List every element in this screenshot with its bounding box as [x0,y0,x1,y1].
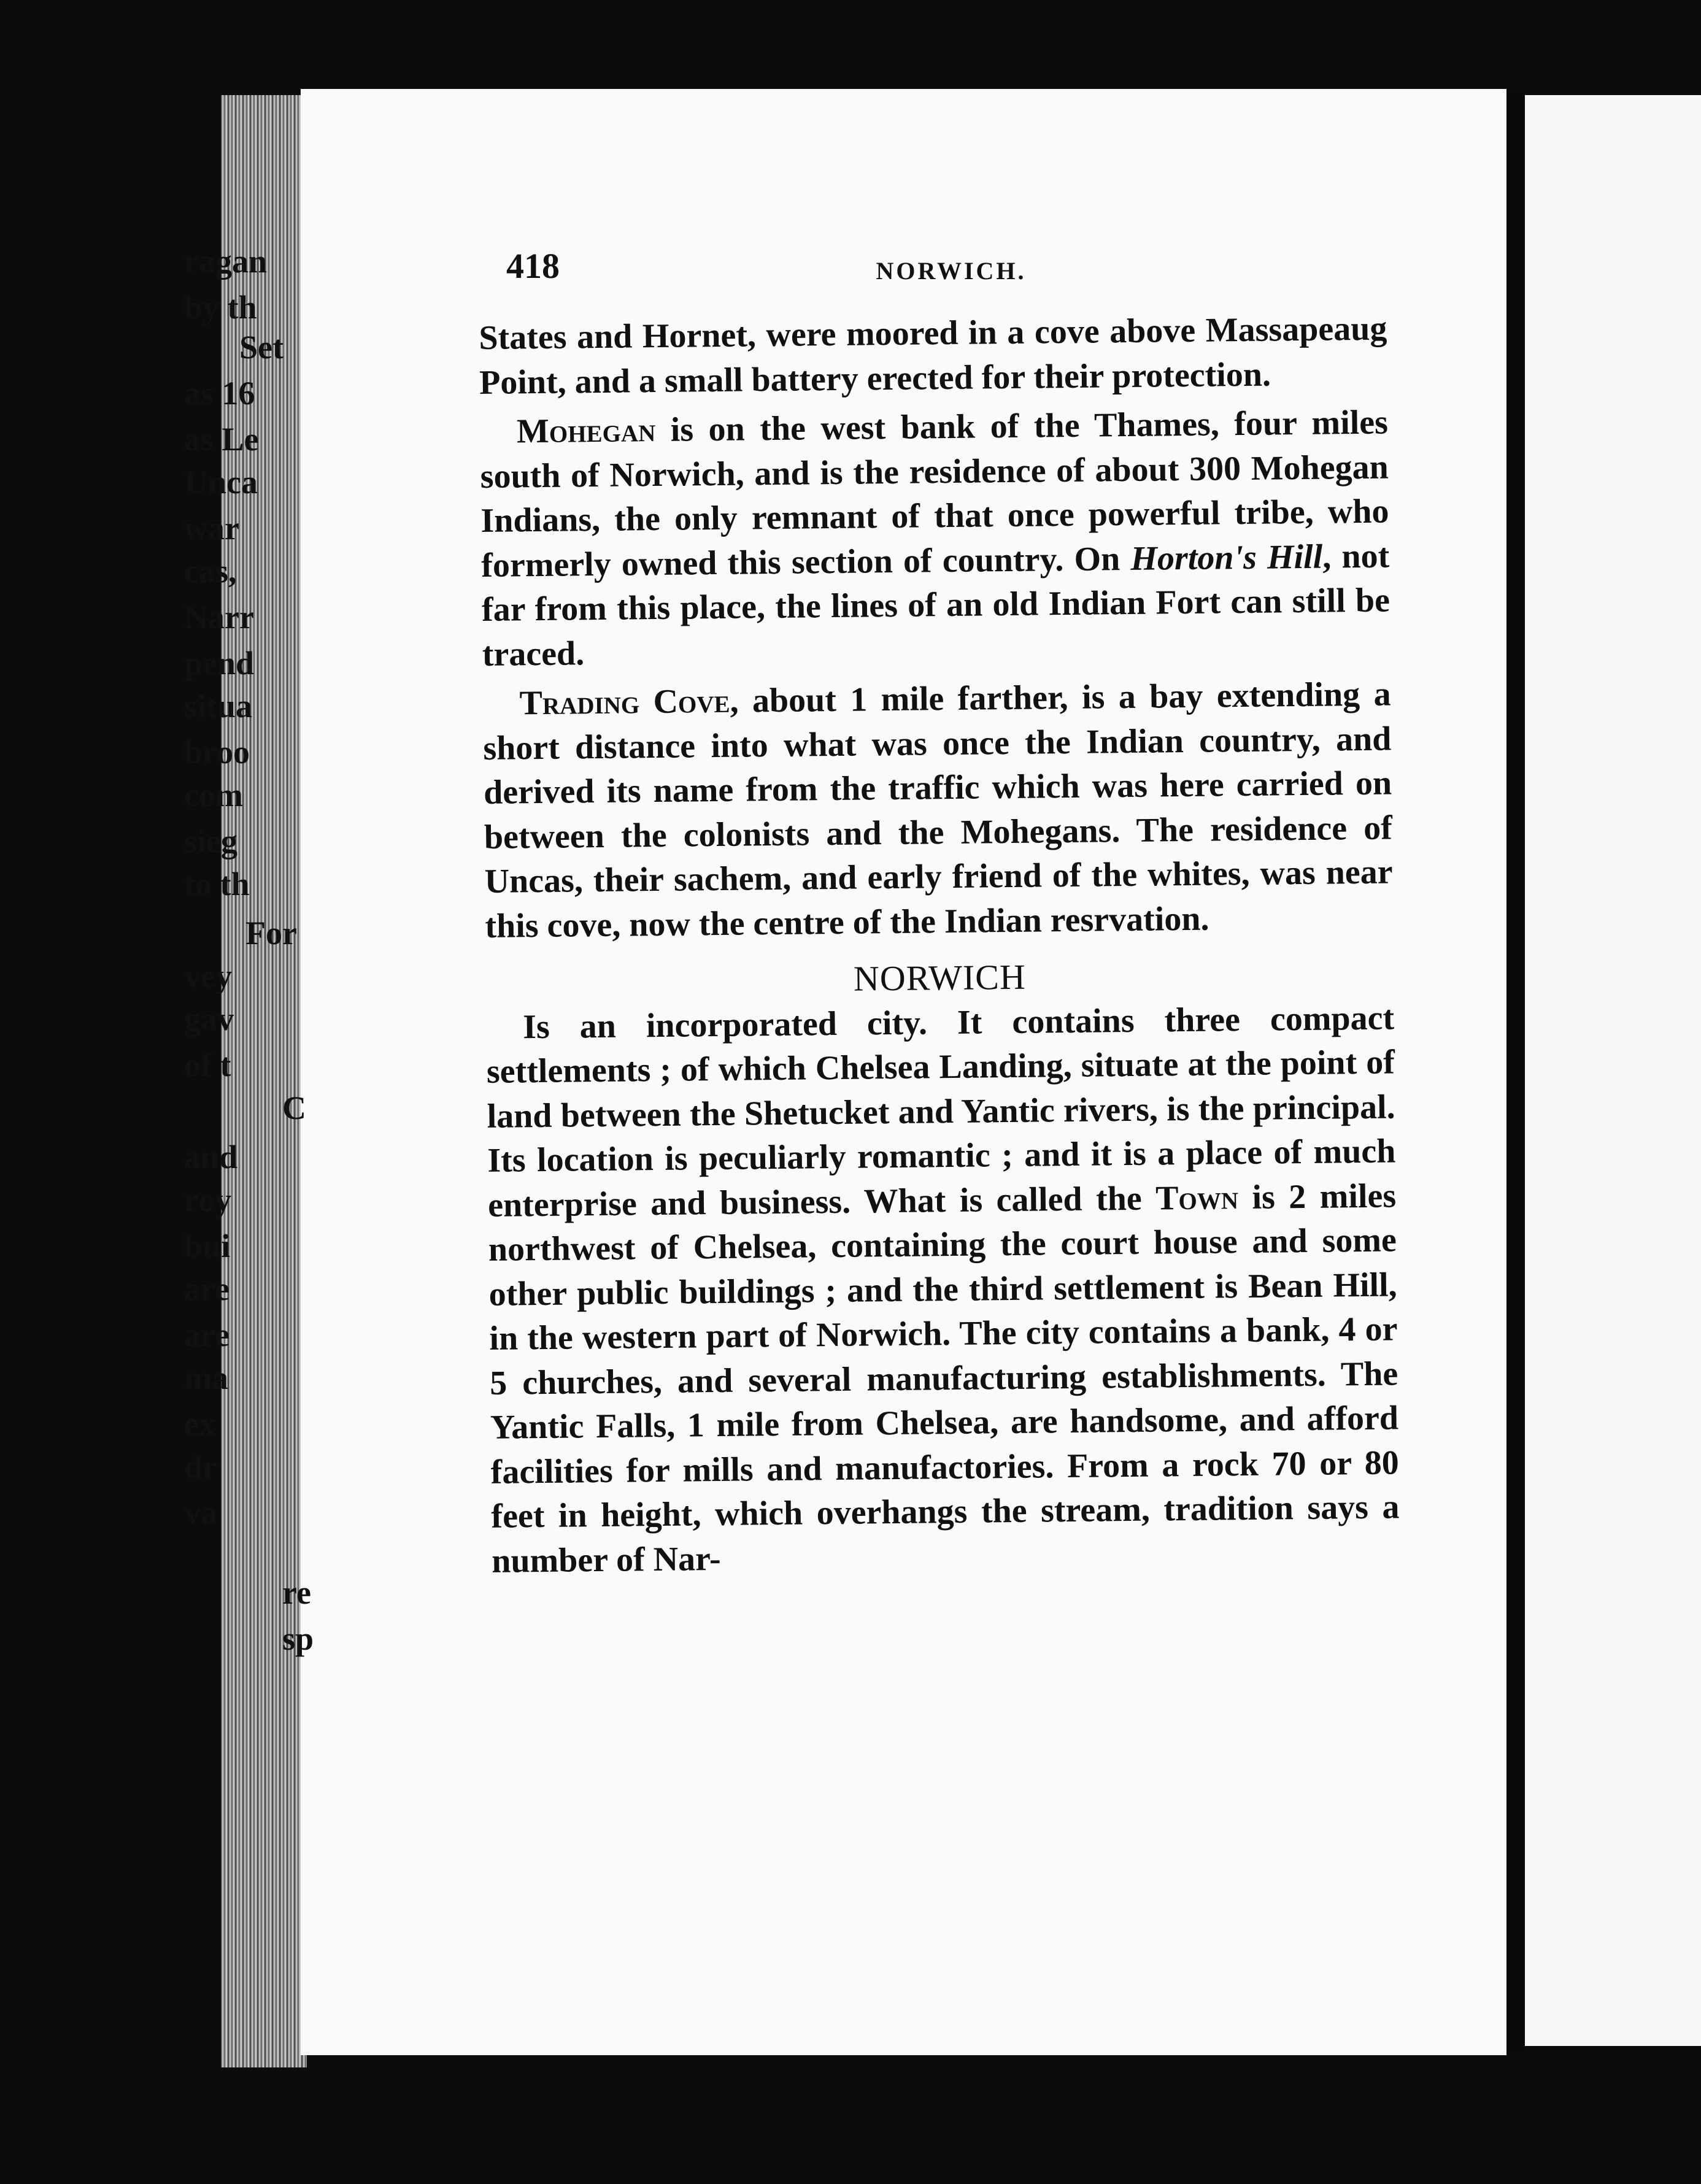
section-heading: NORWICH [853,956,1027,999]
right-page-line: to th [184,866,250,902]
norwich-text-2: is 2 miles northwest of Chelsea, containing the court house and some other public buildings ; and the third settlement is Bean Hill, in the western part of Norwich. The city contains a bank, 4 or 5 churches, and several manufacturing establishments. The Yantic Falls, 1 mile from Chelsea, are handsome, and afford facilities for mills and manufactories. From a rock 70 or 80 feet in height, which overhangs the stream, tradition says a number of Nar- [488,1176,1400,1580]
right-page-line: com [184,777,243,813]
right-page-line: and [184,1139,238,1175]
hortons-hill: Horton's Hill [1130,537,1323,578]
trading-cove-lead: Trading Cove [519,682,730,723]
right-page-line: ma [184,1359,228,1396]
book-gutter [1506,92,1525,2055]
trading-cove-text: , about 1 mile farther, is a bay extending a short distance into what was once the Indian country, and derived its name from the traffic which was here carried on between the colonists and the Mohegans. The residence of Uncas, their sachem, and early friend of the whites, was near this cove, now the centre of the Indian resrvation. [483,675,1393,945]
right-page-line: war [184,510,239,547]
page-header [506,245,1396,288]
page-number: 418 [506,246,560,286]
right-page-line: For [245,915,297,952]
right-page-line: C [282,1090,306,1126]
right-page-line: sieg [184,823,237,859]
right-page-line: are [184,1317,230,1353]
right-page-line: as Le [184,421,259,458]
right-page-line: vey [184,958,232,994]
right-page-line: Set [239,329,284,366]
paragraph-1: States and Hornet, were moored in a cove above Massapeaug Point, and a small battery erected for their protection. [479,309,1387,402]
right-page-line: of t [184,1047,231,1083]
right-page-line: dr [184,1448,217,1485]
town-word: Town [1155,1178,1239,1218]
mohegan-lead: Mohegan [516,410,656,451]
body-text [479,307,1400,1588]
right-page-line: gav [184,1001,234,1037]
right-page-line: cas, [184,553,237,590]
right-page-line: broo [184,734,250,771]
running-head: NORWICH. [876,257,1027,285]
right-page-line: roy [184,1182,231,1218]
right-page-line: situa [184,688,253,725]
right-page-line: as 16 [184,375,255,412]
mohegan-text-1: is on the west bank of the Thames, four miles south of Norwich, and is the residence of about 300 Mohegan Indians, the only remnant of that once powerful tribe, who formerly owned this section of country. On [480,403,1389,585]
right-page-line: re [282,1574,311,1611]
right-page-line: by th [184,289,257,326]
right-page-line: Narr [184,599,254,636]
paragraph-trading-cove [482,672,1393,948]
paragraph-norwich [486,996,1400,1583]
right-page-line: bui [184,1228,231,1264]
right-page-line: Unca [184,464,258,501]
right-page-line: pend [184,645,255,682]
norwich-text-1: Is an incorporated city. It contains three compact settlements ; of which Chelsea Landing, situate at the point of land between the Shetucket and Yantic rivers, is the principal. Its location is peculiarly romantic ; and it is a place of much enterprise and business. What is called the [486,998,1396,1225]
paragraph-mohegan [480,400,1390,676]
right-page-line: va [184,1494,217,1531]
right-page-line: are [184,1271,230,1307]
right-page-line: sp [282,1620,314,1657]
right-page-line: ragan [184,243,267,280]
mohegan-text-2: , not far from this place, the lines of an old Indian Fort can still be traced. [481,536,1390,674]
right-page-line: ex [184,1405,215,1442]
